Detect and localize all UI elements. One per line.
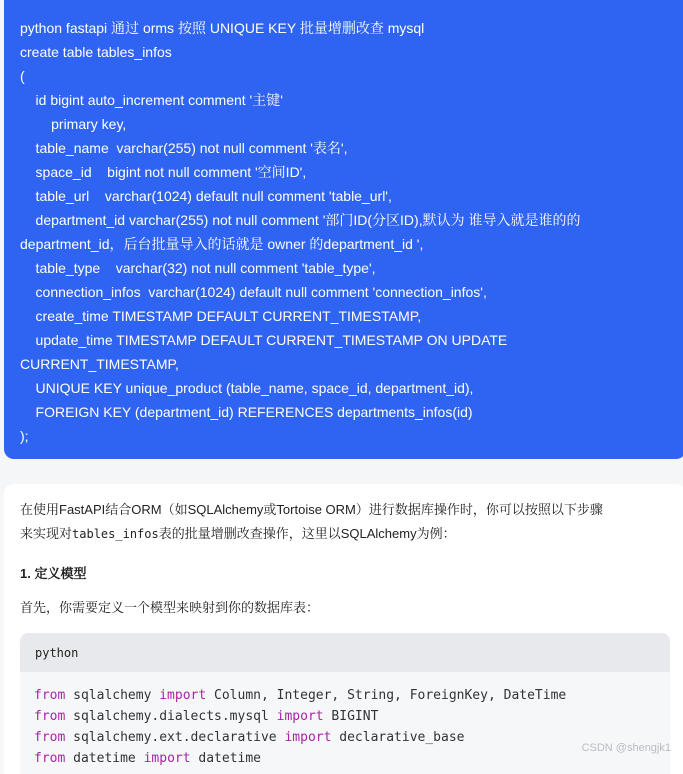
question-line: table_type varchar(32) not null comment 'table_type',	[20, 260, 376, 276]
question-line: python fastapi 通过 orms 按照 UNIQUE KEY 批量增删改查 mysql	[20, 20, 425, 36]
question-line: create_time TIMESTAMP DEFAULT CURRENT_TIMESTAMP,	[20, 308, 422, 324]
code-text: sqlalchemy.dialects.mysql	[65, 709, 277, 724]
question-line: update_time TIMESTAMP DEFAULT CURRENT_TIMESTAMP ON UPDATE	[20, 332, 508, 348]
answer-intro-line	[20, 522, 670, 546]
question-line: primary key,	[20, 116, 127, 132]
user-question-bubble	[4, 0, 683, 459]
question-line: department_id varchar(255) not null comment '部门ID(分区ID),默认为 谁导入就是谁的的	[20, 212, 581, 228]
code-text: datetime	[190, 751, 262, 766]
code-body[interactable]	[20, 672, 670, 769]
code-keyword: from	[34, 709, 66, 724]
code-keyword: import	[143, 751, 191, 766]
code-text: datetime	[65, 751, 144, 766]
question-line: );	[20, 428, 29, 444]
question-line: create table tables_infos	[20, 44, 172, 60]
assistant-answer-card	[4, 484, 683, 774]
question-line: department_id，后台批量导入的话就是 owner 的department_id ',	[20, 236, 424, 252]
intro-text: 表的批量增删改查操作，这里以SQLAlchemy为例：	[158, 526, 456, 541]
question-line: UNIQUE KEY unique_product (table_name, space_id, department_id),	[20, 380, 474, 396]
code-keyword: from	[34, 688, 66, 703]
code-keyword: from	[34, 751, 66, 766]
answer-intro-line: 在使用FastAPI结合ORM（如SQLAlchemy或Tortoise ORM）进行数据库操作时，你可以按照以下步骤	[20, 502, 603, 517]
intro-text: 来实现对	[20, 526, 73, 541]
code-keyword: import	[276, 709, 324, 724]
code-block	[20, 633, 670, 774]
section-heading: 1. 定义模型	[20, 566, 87, 581]
question-line: CURRENT_TIMESTAMP,	[20, 356, 179, 372]
question-line: FOREIGN KEY (department_id) REFERENCES departments_infos(id)	[20, 404, 473, 420]
code-text: sqlalchemy.ext.declarative	[65, 730, 285, 745]
answer-intro	[20, 498, 670, 546]
question-line: space_id bigint not null comment '空间ID',	[20, 164, 307, 180]
question-line: (	[20, 68, 25, 84]
code-line	[34, 727, 670, 748]
csdn-watermark: CSDN @shengjk1	[581, 742, 671, 754]
inline-code: tables_infos	[72, 527, 159, 541]
code-keyword: import	[284, 730, 332, 745]
code-text: BIGINT	[323, 709, 379, 724]
code-line	[34, 685, 670, 706]
answer-paragraph: 首先，你需要定义一个模型来映射到你的数据库表：	[20, 600, 320, 615]
code-keyword: import	[159, 688, 207, 703]
question-line: id bigint auto_increment comment '主键'	[20, 92, 283, 108]
question-line: table_url varchar(1024) default null comment 'table_url',	[20, 188, 392, 204]
code-line	[34, 706, 670, 727]
code-keyword: from	[34, 730, 66, 745]
question-line: connection_infos varchar(1024) default null comment 'connection_infos',	[20, 284, 487, 300]
code-text: declarative_base	[331, 730, 465, 745]
code-language-label: python	[20, 633, 670, 672]
code-text: sqlalchemy	[65, 688, 160, 703]
code-text: Column, Integer, String, ForeignKey, DateTime	[206, 688, 567, 703]
code-line	[34, 748, 670, 769]
question-line: table_name varchar(255) not null comment '表名',	[20, 140, 348, 156]
